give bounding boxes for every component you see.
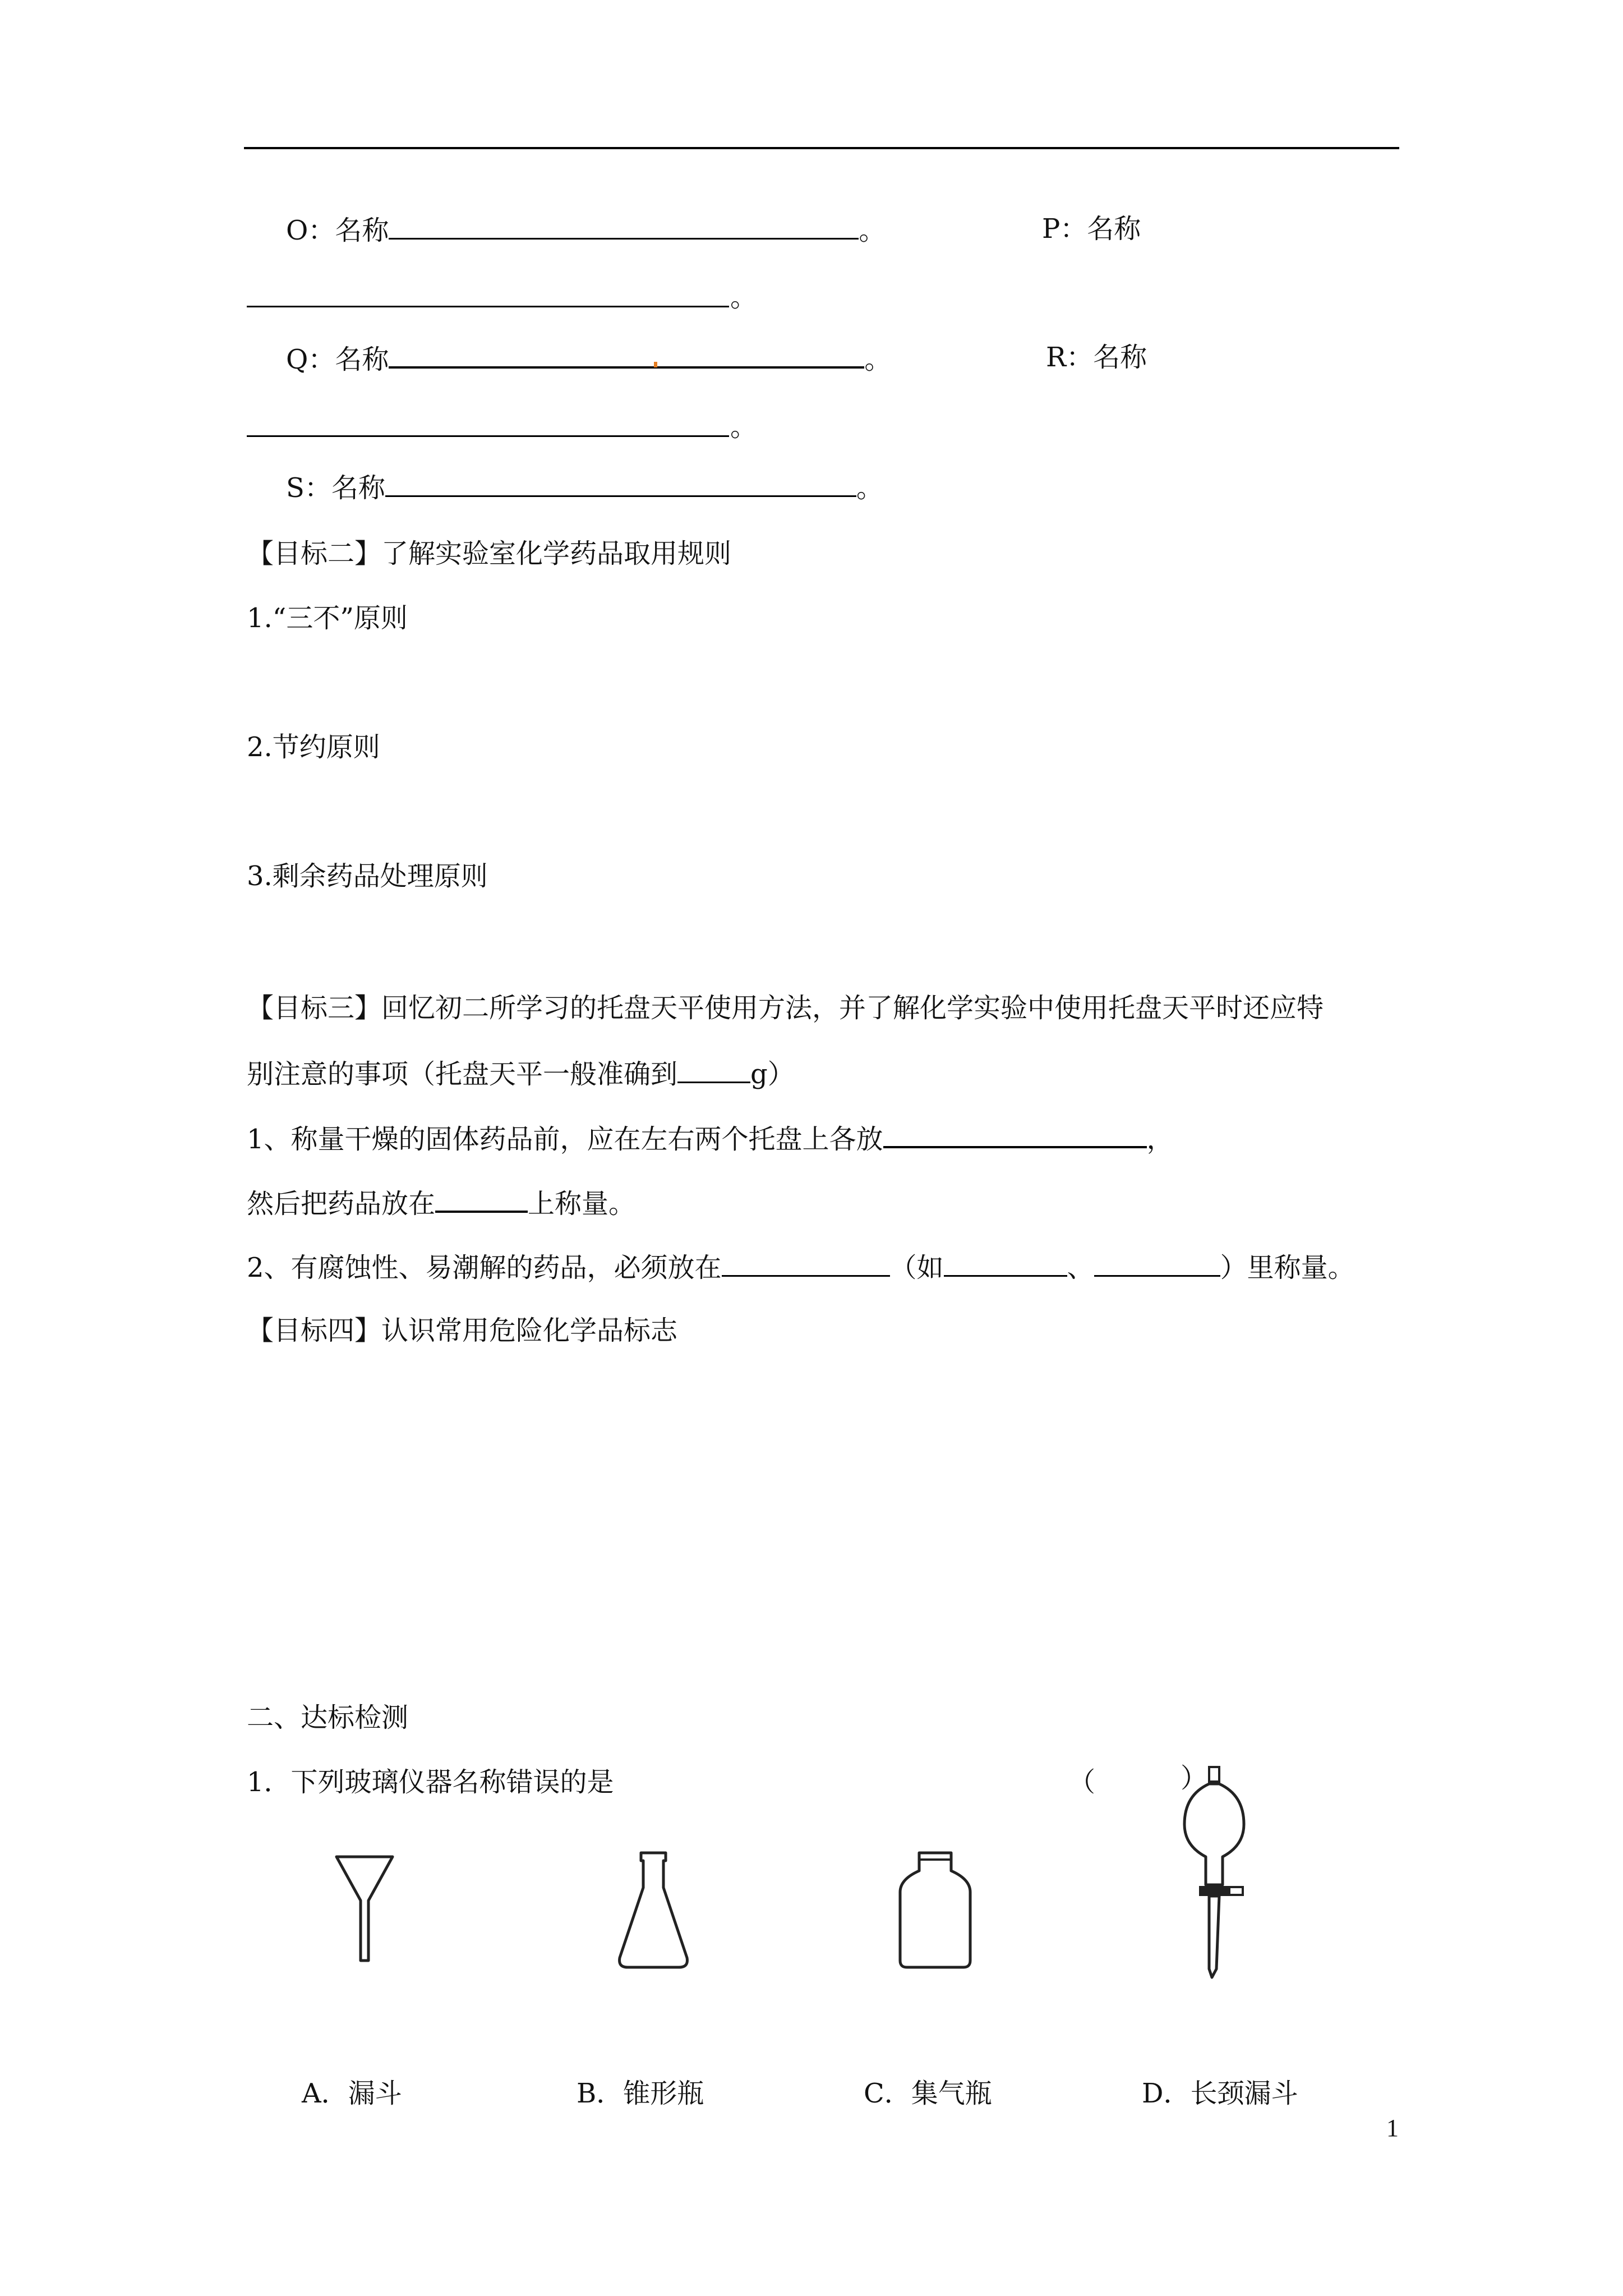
name-q-label: Q：名称 [286,344,389,375]
period: 。 [864,344,892,375]
goal4-title: 【目标四】认识常用危险化学品标志 [247,1315,678,1346]
goal2-title: 【目标二】了解实验室化学药品取用规则 [247,538,732,569]
question-1: 1．下列玻璃仪器名称错误的是 [247,1766,614,1798]
orange-mark [654,362,657,367]
conical-flask-icon [614,1848,693,1972]
tray-side-blank[interactable] [435,1184,528,1213]
name-q-blank[interactable] [389,339,864,369]
goal3-q2-close: ）里称量。 [1220,1252,1355,1283]
goal3-line2-unit: g） [750,1059,795,1090]
name-o-line [286,211,886,249]
goal3-q2 [247,1248,1355,1286]
separatory-funnel-icon [1172,1761,1256,1980]
answer-paren-open: （ [1068,1766,1096,1798]
example2-blank[interactable] [1094,1248,1220,1277]
goal3-q2-text: 2、有腐蚀性、易潮解的药品，必须放在 [247,1252,722,1283]
answer-paren-close: ） [1181,1763,1208,1794]
example1-blank[interactable] [944,1248,1067,1277]
name-q-line [286,339,891,378]
goal3-line2-text: 别注意的事项（托盘天平一般准确到 [247,1059,678,1090]
container-blank[interactable] [722,1248,890,1277]
name-s-line [286,468,883,506]
page-number: 1 [1386,2114,1399,2142]
period: 。 [730,411,758,443]
name-s-blank[interactable] [385,468,856,497]
name-o-blank[interactable] [389,211,859,240]
period: 。 [859,215,886,246]
goal3-q1-comma: ， [1146,1124,1174,1155]
goal3-q1-cont-text: 然后把药品放在 [247,1188,436,1220]
period: 。 [730,282,758,313]
header-rule [244,147,1399,149]
goal3-q1-cont-end: 上称量。 [528,1188,636,1220]
name-r-blank[interactable] [247,435,729,437]
option-c: C．集气瓶 [864,2078,992,2109]
goal3-q1 [247,1119,1174,1157]
gas-bottle-icon [895,1848,976,1972]
name-p-blank[interactable] [247,306,729,307]
period: 。 [856,472,883,504]
name-o-label: O：名称 [286,215,389,246]
option-b: B．锥形瓶 [577,2078,704,2109]
option-d: D．长颈漏斗 [1142,2078,1298,2109]
tray-paper-blank[interactable] [883,1119,1147,1148]
goal2-item1: 1.“三不”原则 [247,602,408,634]
name-s-label: S：名称 [286,472,385,504]
goal3-line1: 【目标三】回忆初二所学习的托盘天平使用方法，并了解化学实验中使用托盘天平时还应特 [247,992,1324,1024]
goal3-q2-sep: 、 [1067,1252,1094,1283]
name-p-label: P：名称 [1042,213,1141,245]
option-a: A．漏斗 [302,2078,402,2109]
goal3-q1-text: 1、称量干燥的固体药品前，应在左右两个托盘上各放 [247,1124,883,1155]
goal2-item2: 2.节约原则 [247,731,380,763]
goal2-item3: 3.剩余药品处理原则 [247,861,488,892]
goal3-q2-open: （如 [889,1252,944,1283]
precision-blank[interactable] [677,1055,750,1083]
name-r-label: R：名称 [1046,342,1147,373]
section2-title: 二、达标检测 [247,1702,409,1733]
funnel-icon [334,1848,395,1963]
goal3-q1-cont [247,1184,635,1222]
goal3-line2 [247,1055,795,1092]
